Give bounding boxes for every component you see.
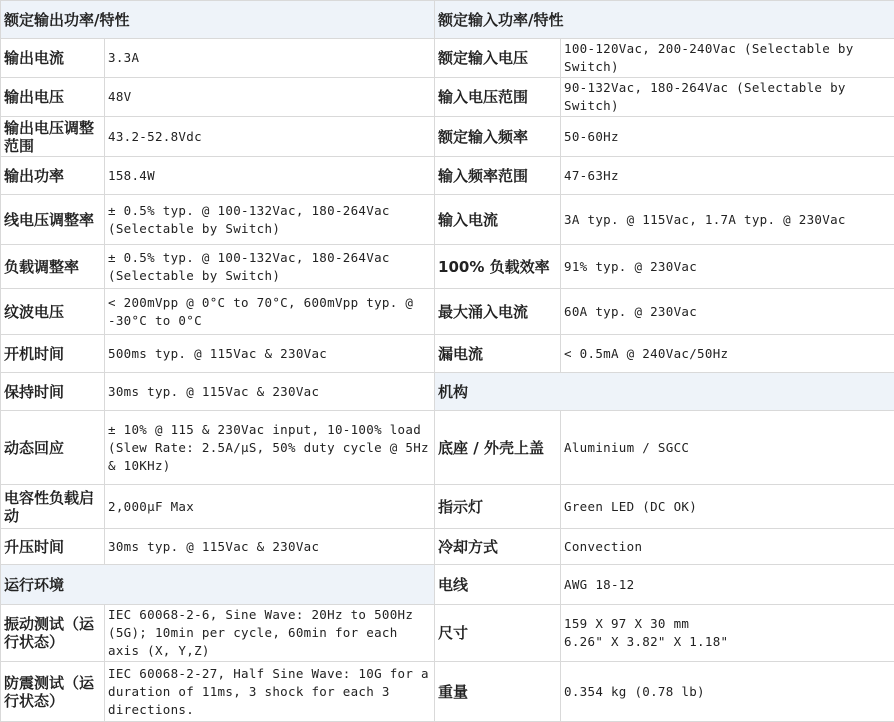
spec-label: 额定输入电压 (435, 39, 561, 78)
spec-value: Aluminium / SGCC (561, 411, 894, 485)
spec-value: 43.2-52.8Vdc (105, 117, 435, 157)
table-row (1, 117, 894, 157)
spec-label: 最大涌入电流 (435, 289, 561, 335)
table-row (1, 411, 894, 485)
spec-value: 3A typ. @ 115Vac, 1.7A typ. @ 230Vac (561, 195, 894, 245)
spec-label: 振动测试（运行状态） (1, 605, 105, 662)
spec-label: 升压时间 (1, 529, 105, 565)
spec-value: Green LED (DC OK) (561, 485, 894, 529)
spec-value: ± 0.5% typ. @ 100-132Vac, 180-264Vac (Selectable by Switch) (105, 195, 435, 245)
spec-value: ± 10% @ 115 & 230Vac input, 10-100% load (Slew Rate: 2.5A/μS, 50% duty cycle @ 5Hz & 10KHz) (105, 411, 435, 485)
spec-value: 3.3A (105, 39, 435, 78)
spec-label: 漏电流 (435, 335, 561, 373)
table-row (1, 157, 894, 195)
spec-label: 开机时间 (1, 335, 105, 373)
spec-label: 负载调整率 (1, 245, 105, 289)
spec-label: 输出功率 (1, 157, 105, 195)
table-row (1, 39, 894, 78)
spec-value: 0.354 kg (0.78 lb) (561, 662, 894, 722)
spec-label: 电线 (435, 565, 561, 605)
spec-label: 底座 / 外壳上盖 (435, 411, 561, 485)
spec-value: 91% typ. @ 230Vac (561, 245, 894, 289)
table-row (1, 245, 894, 289)
table-row (1, 1, 894, 39)
spec-value: 100-120Vac, 200-240Vac (Selectable by Switch) (561, 39, 894, 78)
table-row (1, 195, 894, 245)
section-title-mechanical: 机构 (435, 373, 894, 411)
spec-label: 输出电压 (1, 78, 105, 117)
spec-label: 冷却方式 (435, 529, 561, 565)
section-title-environment: 运行环境 (1, 565, 435, 605)
spec-value: < 200mVpp @ 0°C to 70°C, 600mVpp typ. @ -30°C to 0°C (105, 289, 435, 335)
spec-label: 动态回应 (1, 411, 105, 485)
spec-label: 保持时间 (1, 373, 105, 411)
spec-value: 2,000μF Max (105, 485, 435, 529)
spec-value: 60A typ. @ 230Vac (561, 289, 894, 335)
table-row (1, 565, 894, 605)
table-row (1, 78, 894, 117)
spec-label: 防震测试（运行状态） (1, 662, 105, 722)
table-row (1, 485, 894, 529)
spec-value: 500ms typ. @ 115Vac & 230Vac (105, 335, 435, 373)
spec-value: IEC 60068-2-6, Sine Wave: 20Hz to 500Hz (5G); 10min per cycle, 60min for each axis (X, Y,Z) (105, 605, 435, 662)
spec-label: 输入电流 (435, 195, 561, 245)
spec-label: 100% 负载效率 (435, 245, 561, 289)
spec-value: 90-132Vac, 180-264Vac (Selectable by Switch) (561, 78, 894, 117)
spec-label: 指示灯 (435, 485, 561, 529)
spec-value: 48V (105, 78, 435, 117)
spec-label: 输出电压调整范围 (1, 117, 105, 157)
table-row (1, 289, 894, 335)
spec-label: 线电压调整率 (1, 195, 105, 245)
spec-value: 30ms typ. @ 115Vac & 230Vac (105, 529, 435, 565)
section-title-input: 额定输入功率/特性 (435, 1, 894, 39)
spec-value: 47-63Hz (561, 157, 894, 195)
spec-value: 158.4W (105, 157, 435, 195)
spec-value: AWG 18-12 (561, 565, 894, 605)
spec-label: 重量 (435, 662, 561, 722)
section-title-output: 额定输出功率/特性 (1, 1, 435, 39)
spec-value: < 0.5mA @ 240Vac/50Hz (561, 335, 894, 373)
table-row (1, 373, 894, 411)
spec-label: 电容性负载启动 (1, 485, 105, 529)
spec-label: 输入频率范围 (435, 157, 561, 195)
table-row (1, 335, 894, 373)
table-row (1, 529, 894, 565)
table-row (1, 605, 894, 662)
spec-value: 159 X 97 X 30 mm 6.26" X 3.82" X 1.18" (561, 605, 894, 662)
spec-label: 输入电压范围 (435, 78, 561, 117)
spec-value: 50-60Hz (561, 117, 894, 157)
table-row (1, 662, 894, 722)
spec-value: ± 0.5% typ. @ 100-132Vac, 180-264Vac (Selectable by Switch) (105, 245, 435, 289)
spec-label: 输出电流 (1, 39, 105, 78)
spec-value: IEC 60068-2-27, Half Sine Wave: 10G for a duration of 11ms, 3 shock for each 3 directions. (105, 662, 435, 722)
spec-value: 30ms typ. @ 115Vac & 230Vac (105, 373, 435, 411)
spec-label: 尺寸 (435, 605, 561, 662)
spec-label: 纹波电压 (1, 289, 105, 335)
spec-label: 额定输入频率 (435, 117, 561, 157)
spec-value: Convection (561, 529, 894, 565)
